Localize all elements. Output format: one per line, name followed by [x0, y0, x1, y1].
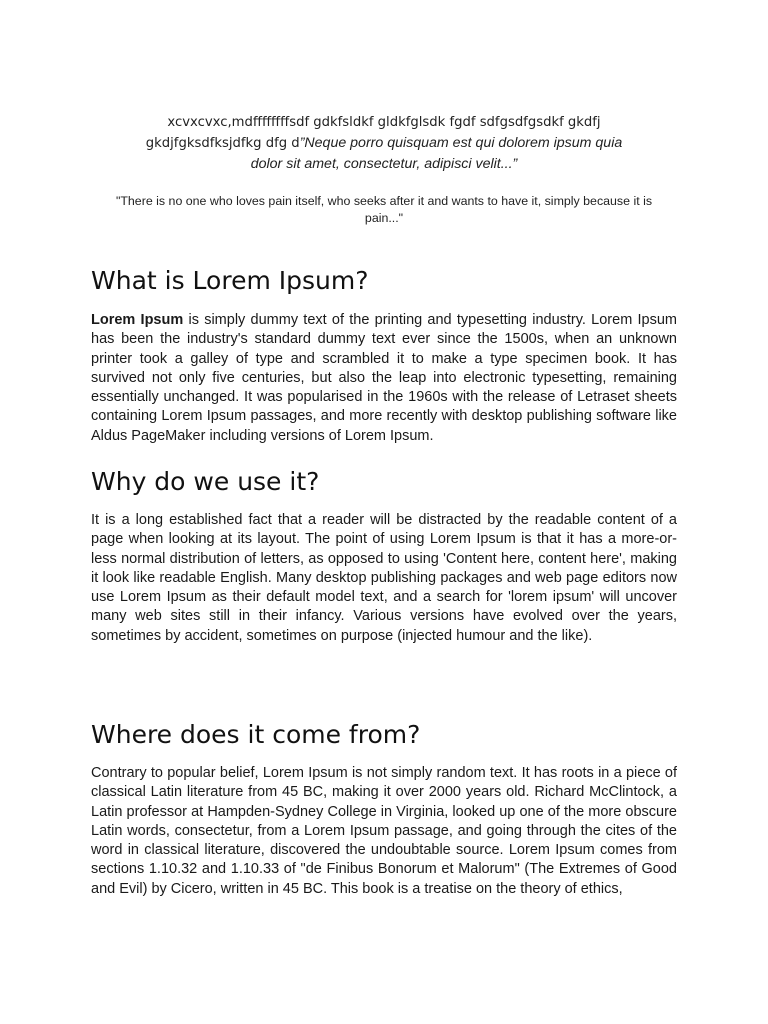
- paragraph-what-body: is simply dummy text of the printing and typesetting industry. Lorem Ipsum has been the industry's standard dummy text ever since the 1500s, when an unknown printer took a galley of type and scrambled it to make a type specimen book. It has survived not only five centuries, but also the leap into electronic typesetting, remaining essentially unchanged. It was popularised in the 1960s with the release of Letraset sheets containing Lorem Ipsum passages, and more recently with desktop publishing software like Aldus PageMaker including versions of Lorem Ipsum.: [91, 312, 678, 444]
- intro-gibberish-tail: gkdjfgksdfksjdfkg dfg d: [145, 136, 300, 151]
- heading-why-do-we-use-it: Why do we use it?: [91, 467, 320, 496]
- intro-block: [110, 113, 658, 174]
- paragraph-where-does-it-come-from: Contrary to popular belief, Lorem Ipsum is not simply random text. It has roots in a piece of classical Latin literature from 45 BC, making it over 2000 years old. Richard McClintock, a Latin professor at Hampden-Sydney College in Virginia, looked up one of the more obscure Latin words, consectetur, from a Lorem Ipsum passage, and going through the cites of the word in classical literature, discovered the undoubtable source. Lorem Ipsum comes from sections 1.10.32 and 1.10.33 of "de Finibus Bonorum et Malorum" (The Extremes of Good and Evil) by Cicero, written in 45 BC. This book is a treatise on the theory of ethics,: [91, 765, 677, 897]
- paragraph-what-is-lorem-ipsum: [91, 311, 677, 446]
- heading-where-does-it-come-from: Where does it come from?: [91, 720, 421, 749]
- paragraph-why-do-we-use-it: It is a long established fact that a reader will be distracted by the readable content of a page when looking at its layout. The point of using Lorem Ipsum is that it has a more-or-less normal distribution of letters, as opposed to using 'Content here, content here', making it look like readable English. Many desktop publishing packages and web page editors now use Lorem Ipsum as their default model text, and a search for 'lorem ipsum' will uncover many web sites still in their infancy. Various versions have evolved over the years, sometimes by accident, sometimes on purpose (injected humour and the like).: [91, 512, 677, 644]
- intro-latin-quote-end: dolor sit amet, consectetur, adipisci velit...”: [250, 156, 518, 172]
- heading-what-is-lorem-ipsum: What is Lorem Ipsum?: [91, 266, 369, 295]
- intro-mixed-line: [110, 133, 658, 154]
- translation-quote: "There is no one who loves pain itself, who seeks after it and wants to have it, simply because it is pain...": [115, 194, 653, 225]
- intro-latin-quote-start: ”Neque porro quisquam est qui dolorem ipsum quia: [299, 135, 623, 151]
- lorem-ipsum-bold-term: Lorem Ipsum: [91, 312, 184, 328]
- intro-gibberish-line: xcvxcvxc,mdffffffffsdf gdkfsldkf gldkfglsdk fgdf sdfgsdfgsdkf gkdfj: [167, 115, 601, 130]
